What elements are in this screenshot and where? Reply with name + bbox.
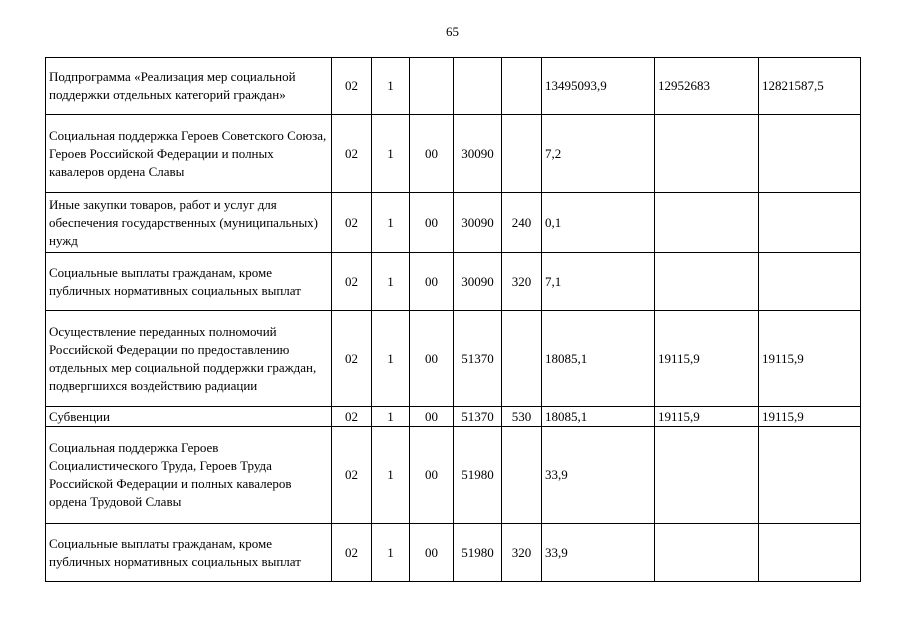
program-code-cell: 00: [410, 253, 454, 311]
expense-type-cell: 530: [502, 407, 542, 427]
amount-year-2-cell: [655, 193, 759, 253]
amount-year-3-cell: [759, 253, 861, 311]
section-code-cell: 02: [332, 193, 372, 253]
table-row: [46, 407, 861, 427]
section-code-cell: 02: [332, 115, 372, 193]
section-code-cell: 02: [332, 253, 372, 311]
amount-year-3-cell: 19115,9: [759, 311, 861, 407]
amount-year-1-cell: 7,2: [542, 115, 655, 193]
subsection-code-cell: 1: [372, 427, 410, 524]
section-code-cell: 02: [332, 311, 372, 407]
target-code-cell: 51370: [454, 311, 502, 407]
subsection-code-cell: 1: [372, 253, 410, 311]
amount-year-1-cell: 18085,1: [542, 311, 655, 407]
target-code-cell: 30090: [454, 253, 502, 311]
amount-year-1-cell: 0,1: [542, 193, 655, 253]
program-code-cell: 00: [410, 115, 454, 193]
section-code-cell: 02: [332, 524, 372, 582]
amount-year-2-cell: 19115,9: [655, 407, 759, 427]
amount-year-2-cell: 12952683: [655, 58, 759, 115]
subsection-code-cell: 1: [372, 524, 410, 582]
amount-year-3-cell: 12821587,5: [759, 58, 861, 115]
table-row: [46, 524, 861, 582]
amount-year-1-cell: 33,9: [542, 427, 655, 524]
amount-year-3-cell: [759, 427, 861, 524]
row-name-cell: Социальные выплаты гражданам, кроме публичных нормативных социальных выплат: [46, 524, 332, 582]
program-code-cell: [410, 58, 454, 115]
expense-type-cell: 320: [502, 253, 542, 311]
target-code-cell: [454, 58, 502, 115]
amount-year-1-cell: 18085,1: [542, 407, 655, 427]
amount-year-3-cell: [759, 524, 861, 582]
amount-year-2-cell: 19115,9: [655, 311, 759, 407]
target-code-cell: 51980: [454, 524, 502, 582]
table-row: [46, 427, 861, 524]
section-code-cell: 02: [332, 58, 372, 115]
subsection-code-cell: 1: [372, 58, 410, 115]
amount-year-1-cell: 7,1: [542, 253, 655, 311]
amount-year-3-cell: [759, 115, 861, 193]
subsection-code-cell: 1: [372, 193, 410, 253]
amount-year-2-cell: [655, 115, 759, 193]
table-row: [46, 311, 861, 407]
table-row: [46, 193, 861, 253]
amount-year-1-cell: 13495093,9: [542, 58, 655, 115]
amount-year-2-cell: [655, 253, 759, 311]
table-row: [46, 253, 861, 311]
amount-year-2-cell: [655, 427, 759, 524]
amount-year-3-cell: [759, 193, 861, 253]
table-row: [46, 58, 861, 115]
expense-type-cell: 240: [502, 193, 542, 253]
expense-type-cell: 320: [502, 524, 542, 582]
subsection-code-cell: 1: [372, 407, 410, 427]
program-code-cell: 00: [410, 427, 454, 524]
table-row: [46, 115, 861, 193]
section-code-cell: 02: [332, 407, 372, 427]
target-code-cell: 51980: [454, 427, 502, 524]
target-code-cell: 30090: [454, 115, 502, 193]
row-name-cell: Осуществление переданных полномочий Российской Федерации по предоставлению отдельных мер социальной поддержки граждан, подвергшихся воздействию радиации: [46, 311, 332, 407]
row-name-cell: Социальная поддержка Героев Социалистического Труда, Героев Труда Российской Федерации и полных кавалеров ордена Трудовой Славы: [46, 427, 332, 524]
program-code-cell: 00: [410, 193, 454, 253]
budget-table: [45, 57, 861, 582]
row-name-cell: Социальные выплаты гражданам, кроме публичных нормативных социальных выплат: [46, 253, 332, 311]
budget-table-body: [46, 58, 861, 582]
row-name-cell: Иные закупки товаров, работ и услуг для обеспечения государственных (муниципальных) нужд: [46, 193, 332, 253]
target-code-cell: 51370: [454, 407, 502, 427]
amount-year-3-cell: 19115,9: [759, 407, 861, 427]
row-name-cell: Социальная поддержка Героев Советского Союза, Героев Российской Федерации и полных кавалеров ордена Славы: [46, 115, 332, 193]
subsection-code-cell: 1: [372, 115, 410, 193]
page-number: 65: [446, 24, 459, 39]
program-code-cell: 00: [410, 407, 454, 427]
row-name-cell: Подпрограмма «Реализация мер социальной поддержки отдельных категорий граждан»: [46, 58, 332, 115]
expense-type-cell: [502, 115, 542, 193]
expense-type-cell: [502, 311, 542, 407]
program-code-cell: 00: [410, 524, 454, 582]
amount-year-2-cell: [655, 524, 759, 582]
amount-year-1-cell: 33,9: [542, 524, 655, 582]
expense-type-cell: [502, 427, 542, 524]
section-code-cell: 02: [332, 427, 372, 524]
expense-type-cell: [502, 58, 542, 115]
row-name-cell: Субвенции: [46, 407, 332, 427]
subsection-code-cell: 1: [372, 311, 410, 407]
target-code-cell: 30090: [454, 193, 502, 253]
program-code-cell: 00: [410, 311, 454, 407]
